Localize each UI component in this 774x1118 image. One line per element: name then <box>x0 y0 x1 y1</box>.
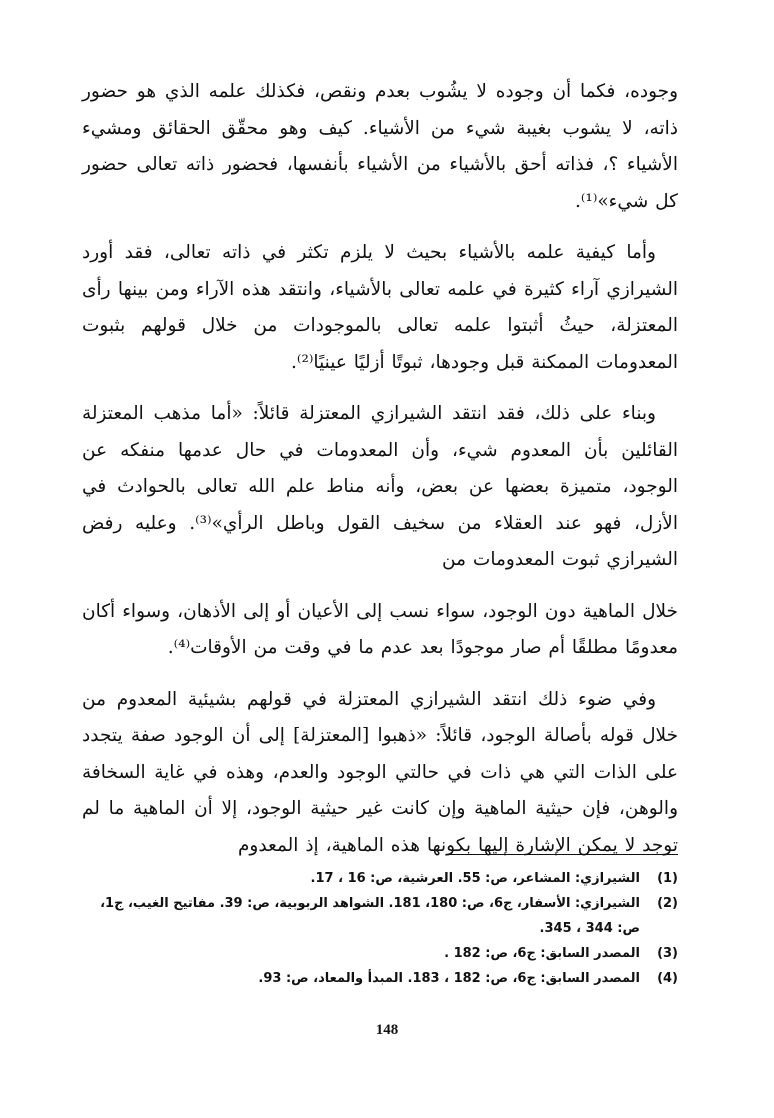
paragraph-5: وفي ضوء ذلك انتقد الشيرازي المعتزلة في قولهم بشيئية المعدوم من خلال قوله بأصالة الوجود، قائلاً: «ذهبوا [المعتزلة] إلى أن الوجود صفة يتجدد على الذات التي هي ذات في حالتي الوجود والعدم، وهذه في غاية السخافة والوهن، فإن حيثية الماهية وإن كانت غير حيثية الوجود، إلا أن الماهية ما لم توجد لا يمكن الإشارة إليها بكونها هذه الماهية، إذ المعدوم <box>82 688 678 856</box>
paragraph-2: وأما كيفية علمه بالأشياء بحيث لا يلزم تكثر في ذاته تعالى، فقد أورد الشيرازي آراء كثيرة في علمه تعالى بالأشياء، وانتقد هذه الآراء ومن بينها رأى المعتزلة، حيثُ أثبتوا علمه تعالى بالموجودات من خلال قولهم بثبوت المعدومات الممكنة قبل وجودها، ثبوتًا أزليًا عينيًا⁽²⁾. <box>82 242 678 373</box>
footnote-number: (1) <box>657 871 678 886</box>
footnote-separator <box>446 854 678 855</box>
footnote-number: (3) <box>657 946 678 961</box>
footnote-text: الشيرازي: المشاعر، ص: 55. العرشية، ص: 16 ، 17. <box>310 871 640 886</box>
body-text <box>82 74 678 879</box>
page-number: 148 <box>375 1022 399 1038</box>
footnote-1 <box>78 866 678 891</box>
paragraph-4: خلال الماهية دون الوجود، سواء نسب إلى الأعيان أو إلى الأذهان، وسواء أكان معدومًا مطلقًا أم صار موجودًا بعد عدم ما في وقت من الأوقات⁽⁴⁾. <box>82 600 678 658</box>
footnote-text: الشيرازي: الأسفار، ج6، ص: 180، 181. الشواهد الربوبية، ص: 39. مفاتيح الغيب، ج1، ص: 344 ، 345. <box>100 896 640 936</box>
footnote-number: (2) <box>657 896 678 911</box>
paragraph-3: وبناء على ذلك، فقد انتقد الشيرازي المعتزلة قائلاً: «أما مذهب المعتزلة القائلين بأن المعدوم شيء، وأن المعدومات في حال عدمها منفكه عن الوجود، متميزة بعضها عن بعض، وأنه مناط علم الله تعالى بالحوادث في الأزل، فهو عند العقلاء من سخيف القول وباطل الرأي»⁽³⁾. وعليه رفض الشيرازي ثبوت المعدومات من <box>82 403 678 570</box>
paragraph-1: وجوده، فكما أن وجوده لا يشُوب بعدم ونقص، فكذلك علمه الذي هو حضور ذاته، لا يشوب بغيبة شيء من الأشياء. كيف وهو محقّق الحقائق ومشيء الأشياء ؟، فذاته أحق بالأشياء من الأشياء بأنفسها، فحضور ذاته تعالى حضور كل شيء»⁽¹⁾. <box>82 81 678 212</box>
footnote-number: (4) <box>657 971 678 986</box>
footnotes <box>78 866 678 991</box>
footnote-4 <box>78 966 678 991</box>
footnote-text: المصدر السابق: ج6، ص: 182 ، 183. المبدأ والمعاد، ص: 93. <box>258 971 640 986</box>
footnote-text: المصدر السابق: ج6، ص: 182 . <box>444 946 640 961</box>
footnote-3 <box>78 941 678 966</box>
footnote-2 <box>78 891 678 941</box>
